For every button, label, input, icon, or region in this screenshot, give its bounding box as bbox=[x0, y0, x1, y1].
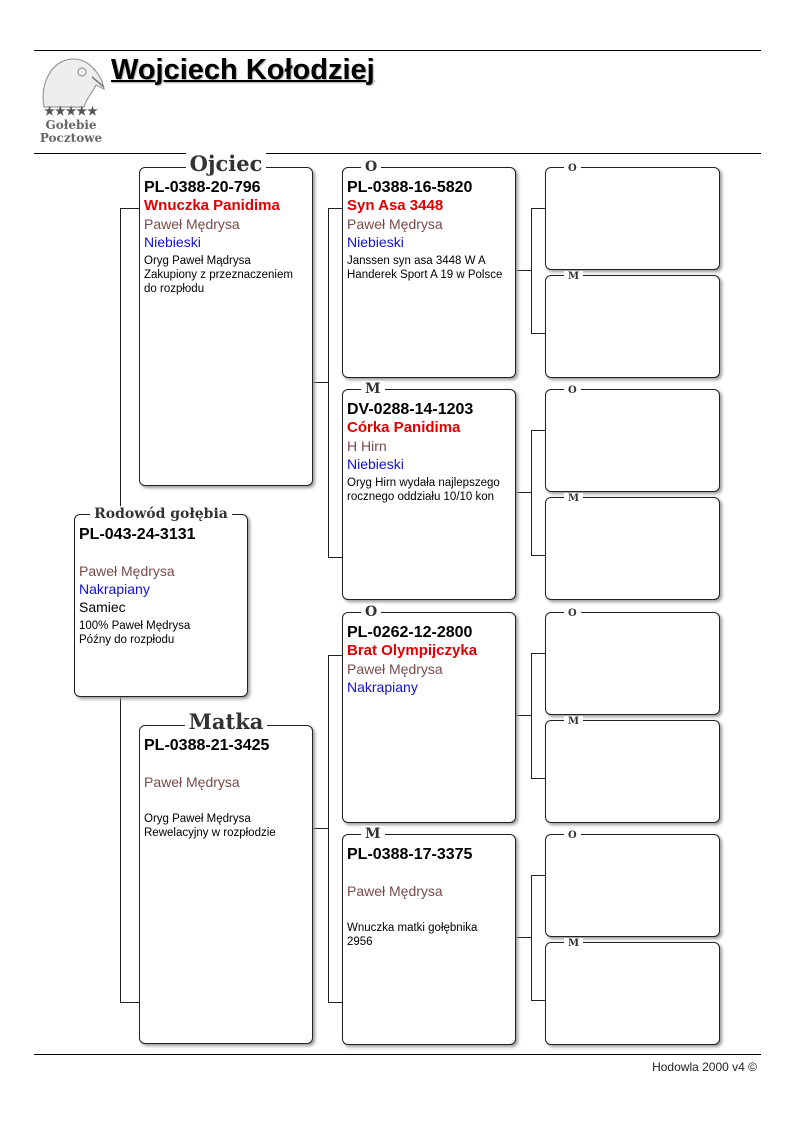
box-label bbox=[361, 824, 385, 844]
breeder: H Hirn bbox=[347, 438, 387, 454]
father-box bbox=[139, 151, 313, 486]
box-label bbox=[75, 504, 247, 524]
connector bbox=[531, 430, 532, 556]
box-label-text: M bbox=[564, 716, 583, 727]
box-label-text: O bbox=[564, 385, 581, 396]
logo-text-line1: Gołebie bbox=[45, 118, 97, 132]
pigeon-head-icon bbox=[36, 55, 106, 110]
great-grandparent-box bbox=[545, 830, 720, 937]
connector bbox=[531, 1000, 545, 1001]
pigeon-name: Brat Olympijczyka bbox=[347, 642, 478, 659]
color: Niebieski bbox=[144, 234, 201, 250]
breeder: Paweł Mędrysa bbox=[347, 216, 443, 232]
ring-number: PL-0388-21-3425 bbox=[144, 737, 270, 754]
connector bbox=[531, 430, 545, 431]
box-label bbox=[564, 934, 583, 954]
box-label bbox=[361, 379, 385, 399]
box-label bbox=[564, 381, 581, 401]
logo bbox=[36, 55, 106, 147]
connector bbox=[531, 333, 545, 334]
note: Wnuczka matki gołębnika 2956 bbox=[347, 922, 478, 948]
breeder: Paweł Mędrysa bbox=[347, 883, 443, 899]
box-label-text: Rodowód gołębia bbox=[90, 506, 232, 522]
great-grandparent-box bbox=[545, 385, 720, 492]
ring-number: PL-0388-17-3375 bbox=[347, 846, 473, 863]
color: Nakrapiany bbox=[347, 679, 418, 695]
connector bbox=[516, 715, 531, 716]
connector bbox=[328, 655, 342, 656]
note: Oryg Paweł Mądrysa Zakupiony z przeznaczeniem do rozpłodu bbox=[144, 255, 293, 295]
note: Oryg Hirn wydała najlepszego rocznego oddziału 10/10 kon bbox=[347, 477, 500, 503]
color: Nakrapiany bbox=[79, 581, 150, 597]
ring-number: PL-043-24-3131 bbox=[79, 526, 196, 543]
connector bbox=[531, 653, 532, 779]
box-label bbox=[564, 826, 581, 846]
box-label-text: M bbox=[361, 826, 385, 842]
box-label-text: M bbox=[564, 938, 583, 949]
note: 100% Paweł Mędrysa Późny do rozpłodu bbox=[79, 620, 191, 646]
connector bbox=[531, 778, 545, 779]
connector bbox=[120, 1002, 139, 1003]
note: Janssen syn asa 3448 W A Handerek Sport A 19 w Polsce bbox=[347, 255, 503, 281]
grandparent-box bbox=[342, 381, 516, 600]
connector bbox=[516, 270, 531, 271]
grandparent-box bbox=[342, 159, 516, 378]
header-top-rule bbox=[34, 50, 761, 51]
great-grandparent-box bbox=[545, 716, 720, 823]
breeder: Paweł Mędrysa bbox=[144, 216, 240, 232]
connector bbox=[120, 208, 139, 209]
box-label bbox=[564, 712, 583, 732]
box-label bbox=[361, 157, 381, 177]
connector bbox=[516, 937, 531, 938]
box-label-text: O bbox=[361, 159, 381, 175]
ring-number: DV-0288-14-1203 bbox=[347, 401, 474, 418]
box-label-text: O bbox=[564, 608, 581, 619]
connector bbox=[328, 208, 329, 558]
great-grandparent-box bbox=[545, 271, 720, 378]
main-pigeon-box bbox=[74, 506, 248, 697]
great-grandparent-box bbox=[545, 163, 720, 270]
connector bbox=[328, 655, 329, 1003]
footer-text: Hodowla 2000 v4 © bbox=[652, 1060, 757, 1074]
connector bbox=[531, 875, 545, 876]
pigeon-name: Syn Asa 3448 bbox=[347, 197, 444, 214]
connector bbox=[516, 492, 531, 493]
footer-rule bbox=[34, 1054, 761, 1055]
color: Niebieski bbox=[347, 456, 404, 472]
connector bbox=[328, 557, 342, 558]
connector bbox=[312, 382, 328, 383]
connector bbox=[531, 208, 545, 209]
mother-box bbox=[139, 709, 313, 1044]
sex: Samiec bbox=[79, 599, 126, 615]
connector bbox=[531, 555, 545, 556]
box-label bbox=[564, 604, 581, 624]
note: Oryg Paweł Mędrysa Rewelacyjny w rozpłodzie bbox=[144, 813, 276, 839]
box-label bbox=[564, 267, 583, 287]
page-title: Wojciech Kołodziej bbox=[111, 54, 375, 86]
breeder: Paweł Mędrysa bbox=[144, 774, 240, 790]
box-label bbox=[361, 602, 381, 622]
breeder: Paweł Mędrysa bbox=[79, 563, 175, 579]
great-grandparent-box bbox=[545, 938, 720, 1045]
box-label-text: Matka bbox=[185, 709, 268, 734]
box-label-text: Ojciec bbox=[186, 151, 267, 176]
grandparent-box bbox=[342, 826, 516, 1045]
great-grandparent-box bbox=[545, 608, 720, 715]
connector bbox=[531, 875, 532, 1001]
box-label-text: O bbox=[361, 604, 381, 620]
connector bbox=[531, 208, 532, 334]
connector bbox=[328, 208, 342, 209]
box-label-text: M bbox=[564, 493, 583, 504]
breeder: Paweł Mędrysa bbox=[347, 661, 443, 677]
grandparent-box bbox=[342, 604, 516, 823]
ring-number: PL-0388-16-5820 bbox=[347, 179, 473, 196]
box-label bbox=[564, 489, 583, 509]
great-grandparent-box bbox=[545, 493, 720, 600]
pigeon-name: Wnuczka Panidima bbox=[144, 197, 280, 214]
connector bbox=[328, 1002, 342, 1003]
box-label bbox=[564, 159, 581, 179]
connector bbox=[531, 653, 545, 654]
box-label-text: M bbox=[564, 271, 583, 282]
color: Niebieski bbox=[347, 234, 404, 250]
box-label bbox=[140, 709, 312, 734]
pigeon-name: Córka Panidima bbox=[347, 419, 461, 436]
ring-number: PL-0262-12-2800 bbox=[347, 624, 473, 641]
logo-text-line2: Pocztowe bbox=[39, 131, 103, 145]
box-label bbox=[140, 151, 312, 176]
logo-stars: ★★★★★ bbox=[44, 104, 98, 118]
connector bbox=[312, 828, 328, 829]
ring-number: PL-0388-20-796 bbox=[144, 179, 261, 196]
box-label-text: M bbox=[361, 381, 385, 397]
box-label-text: O bbox=[564, 163, 581, 174]
box-label-text: O bbox=[564, 830, 581, 841]
